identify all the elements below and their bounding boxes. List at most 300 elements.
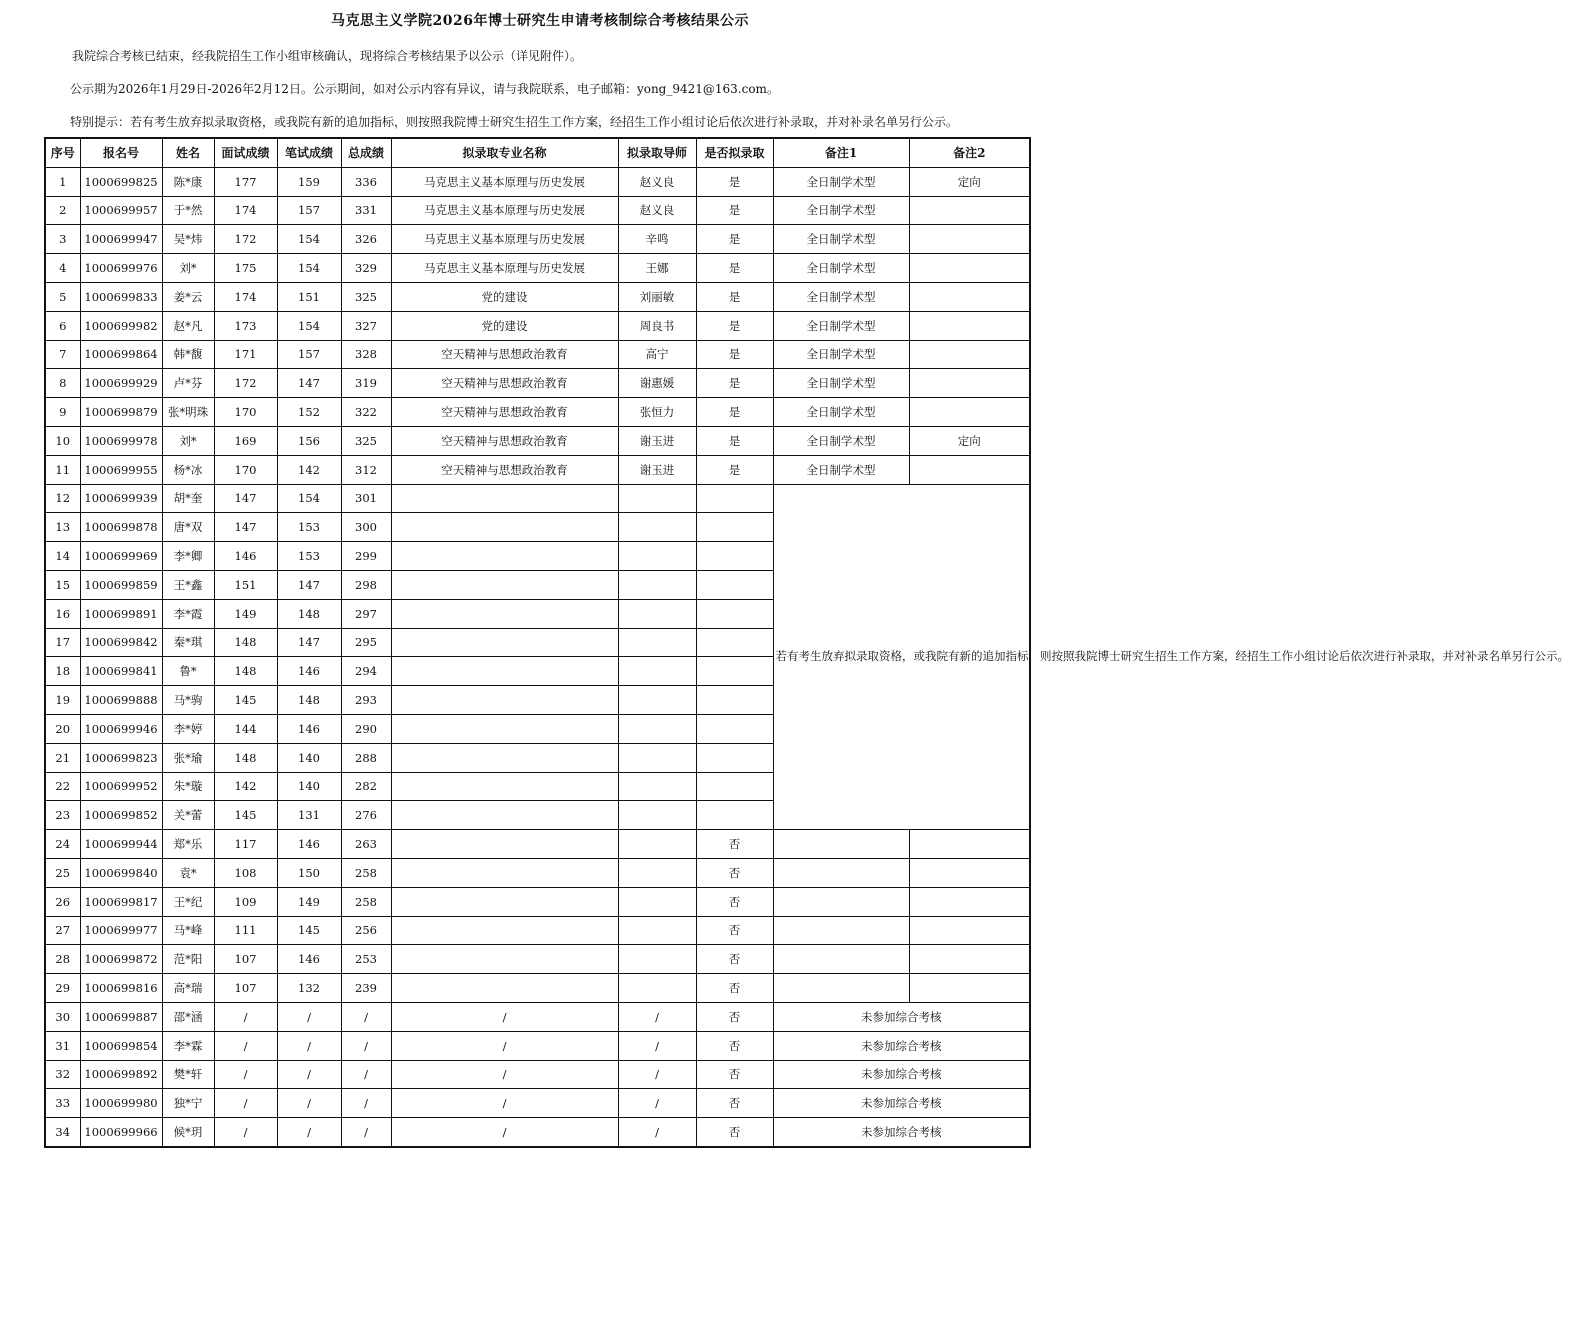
table-cell: 赵义良 — [618, 196, 696, 225]
table-cell: 1000699823 — [80, 743, 162, 772]
table-row — [45, 254, 1030, 283]
table-cell: 1000699966 — [80, 1118, 162, 1147]
table-cell: 空天精神与思想政治教育 — [391, 340, 618, 369]
column-header: 是否拟录取 — [696, 138, 773, 167]
table-cell: 150 — [277, 858, 341, 887]
table-cell — [391, 830, 618, 859]
table-cell — [696, 484, 773, 513]
table-cell: 马克思主义基本原理与历史发展 — [391, 167, 618, 196]
intro-paragraph: 我院综合考核已结束，经我院招生工作小组审核确认，现将综合考核结果予以公示（详见附件）。 — [72, 49, 583, 63]
table-cell: 是 — [696, 455, 773, 484]
table-cell: 否 — [696, 916, 773, 945]
table-cell — [391, 974, 618, 1003]
table-cell: 张*明珠 — [162, 398, 214, 427]
table-cell: 174 — [214, 282, 277, 311]
table-cell: / — [214, 1002, 277, 1031]
table-cell: 王娜 — [618, 254, 696, 283]
table-row — [45, 455, 1030, 484]
period-paragraph: 公示期为2026年1月29日-2026年2月12日。公示期间，如对公示内容有异议，请与我院联系，电子邮箱：yong_9421@163.com。 — [70, 82, 779, 96]
table-cell: 辛鸣 — [618, 225, 696, 254]
table-cell: 171 — [214, 340, 277, 369]
table-cell — [391, 743, 618, 772]
table-row — [45, 1089, 1030, 1118]
table-cell: 1000699833 — [80, 282, 162, 311]
table-cell: 唐*双 — [162, 513, 214, 542]
table-cell: 1000699841 — [80, 657, 162, 686]
table-cell: 325 — [341, 426, 391, 455]
notice-paragraph: 特别提示：若有考生放弃拟录取资格，或我院有新的追加指标，则按照我院博士研究生招生工作方案，经招生工作小组讨论后依次进行补录取，并对补录名单另行公示。 — [70, 115, 959, 129]
table-cell: 1000699864 — [80, 340, 162, 369]
table-cell: 145 — [277, 916, 341, 945]
table-cell: 33 — [45, 1089, 80, 1118]
table-cell — [618, 830, 696, 859]
table-cell: 谢玉进 — [618, 426, 696, 455]
table-cell: 146 — [214, 542, 277, 571]
table-cell: 1000699952 — [80, 772, 162, 801]
table-cell: 是 — [696, 225, 773, 254]
table-cell: 否 — [696, 1002, 773, 1031]
table-cell: 1000699939 — [80, 484, 162, 513]
table-cell: 293 — [341, 686, 391, 715]
table-cell: 312 — [341, 455, 391, 484]
results-table — [44, 137, 1569, 1148]
table-cell — [696, 714, 773, 743]
table-cell — [696, 686, 773, 715]
table-cell — [696, 657, 773, 686]
table-cell — [618, 628, 696, 657]
table-cell: 107 — [214, 945, 277, 974]
table-cell: 是 — [696, 167, 773, 196]
table-cell: 1000699878 — [80, 513, 162, 542]
table-cell: 定向 — [909, 426, 1030, 455]
table-cell — [909, 858, 1030, 887]
table-cell — [696, 542, 773, 571]
table-cell: 1000699825 — [80, 167, 162, 196]
table-cell: 148 — [214, 743, 277, 772]
table-cell — [696, 772, 773, 801]
table-cell: 18 — [45, 657, 80, 686]
table-cell — [391, 513, 618, 542]
table-cell: 全日制学术型 — [773, 167, 909, 196]
table-cell: 34 — [45, 1118, 80, 1147]
table-cell: 149 — [214, 599, 277, 628]
table-cell: 否 — [696, 945, 773, 974]
table-row — [45, 974, 1030, 1003]
table-cell: 336 — [341, 167, 391, 196]
table-cell: 152 — [277, 398, 341, 427]
table-cell — [391, 599, 618, 628]
table-row — [45, 225, 1030, 254]
table-cell: 331 — [341, 196, 391, 225]
table-cell: 1000699840 — [80, 858, 162, 887]
table-cell — [696, 599, 773, 628]
table-cell: / — [341, 1089, 391, 1118]
table-cell: 17 — [45, 628, 80, 657]
table-cell: 赵*凡 — [162, 311, 214, 340]
table-cell: / — [618, 1002, 696, 1031]
table-cell: 328 — [341, 340, 391, 369]
table-cell: 1 — [45, 167, 80, 196]
table-cell: 294 — [341, 657, 391, 686]
table-cell: 1000699976 — [80, 254, 162, 283]
absent-note: 未参加综合考核 — [773, 1089, 1030, 1118]
table-cell — [391, 858, 618, 887]
table-cell: 全日制学术型 — [773, 398, 909, 427]
table-cell: 175 — [214, 254, 277, 283]
table-cell: 1000699977 — [80, 916, 162, 945]
table-cell: 李*婷 — [162, 714, 214, 743]
table-cell: 2 — [45, 196, 80, 225]
table-cell: 297 — [341, 599, 391, 628]
table-cell: 172 — [214, 369, 277, 398]
table-cell: 卢*芬 — [162, 369, 214, 398]
table-cell — [773, 974, 909, 1003]
table-row — [45, 196, 1030, 225]
table-cell — [618, 484, 696, 513]
table-cell: / — [214, 1060, 277, 1089]
table-cell: 282 — [341, 772, 391, 801]
table-cell: / — [341, 1060, 391, 1089]
table-cell: 173 — [214, 311, 277, 340]
table-cell: 候*玥 — [162, 1118, 214, 1147]
table-cell — [391, 628, 618, 657]
table-cell: 148 — [214, 657, 277, 686]
table-cell: 韩*馥 — [162, 340, 214, 369]
table-cell: 131 — [277, 801, 341, 830]
table-cell: 153 — [277, 542, 341, 571]
table-cell: 全日制学术型 — [773, 254, 909, 283]
table-cell: 全日制学术型 — [773, 455, 909, 484]
table-cell: 胡*奎 — [162, 484, 214, 513]
table-cell: 147 — [277, 570, 341, 599]
table-cell: 陈*康 — [162, 167, 214, 196]
table-cell — [909, 398, 1030, 427]
table-cell — [391, 887, 618, 916]
table-cell: 156 — [277, 426, 341, 455]
table-cell: 146 — [277, 714, 341, 743]
table-row — [45, 945, 1030, 974]
table-cell: / — [618, 1118, 696, 1147]
table-cell: 否 — [696, 830, 773, 859]
table-row — [45, 887, 1030, 916]
table-cell — [909, 974, 1030, 1003]
table-cell: 147 — [214, 513, 277, 542]
table-cell: 否 — [696, 974, 773, 1003]
column-header: 备注2 — [909, 138, 1030, 167]
table-cell: 111 — [214, 916, 277, 945]
table-cell — [696, 513, 773, 542]
table-cell: 172 — [214, 225, 277, 254]
table-cell: 146 — [277, 657, 341, 686]
table-cell: 是 — [696, 254, 773, 283]
table-cell: 1000699888 — [80, 686, 162, 715]
table-cell: 147 — [214, 484, 277, 513]
table-cell: 147 — [277, 628, 341, 657]
table-cell: 邵*涵 — [162, 1002, 214, 1031]
table-cell: 15 — [45, 570, 80, 599]
table-cell: 288 — [341, 743, 391, 772]
table-cell: 12 — [45, 484, 80, 513]
table-cell: 9 — [45, 398, 80, 427]
table-row — [45, 916, 1030, 945]
table-cell: 11 — [45, 455, 80, 484]
table-cell: / — [277, 1118, 341, 1147]
table-cell: 30 — [45, 1002, 80, 1031]
table-cell: / — [214, 1118, 277, 1147]
table-cell — [391, 945, 618, 974]
table-cell: 147 — [277, 369, 341, 398]
table-cell: 325 — [341, 282, 391, 311]
table-cell: / — [618, 1060, 696, 1089]
table-cell: 高*瑞 — [162, 974, 214, 1003]
column-header: 拟录取专业名称 — [391, 138, 618, 167]
table-row — [45, 340, 1030, 369]
table-cell: 142 — [277, 455, 341, 484]
table-cell — [909, 945, 1030, 974]
table-cell: 1000699980 — [80, 1089, 162, 1118]
table-cell: 174 — [214, 196, 277, 225]
table-cell: / — [277, 1002, 341, 1031]
table-cell — [618, 945, 696, 974]
table-row — [45, 858, 1030, 887]
table-cell: 否 — [696, 1089, 773, 1118]
table-cell: / — [391, 1060, 618, 1089]
table-cell — [618, 974, 696, 1003]
table-cell: 张恒力 — [618, 398, 696, 427]
table-cell: 杨*冰 — [162, 455, 214, 484]
table-cell: 刘丽敏 — [618, 282, 696, 311]
table-cell — [618, 858, 696, 887]
table-cell: 是 — [696, 282, 773, 311]
table-cell — [909, 225, 1030, 254]
table-cell: 刘* — [162, 254, 214, 283]
table-cell: 327 — [341, 311, 391, 340]
table-cell: 10 — [45, 426, 80, 455]
table-cell: 姜*云 — [162, 282, 214, 311]
table-cell: 295 — [341, 628, 391, 657]
table-cell: 154 — [277, 254, 341, 283]
table-cell — [618, 743, 696, 772]
table-cell: 169 — [214, 426, 277, 455]
table-cell: 276 — [341, 801, 391, 830]
table-cell: 李*卿 — [162, 542, 214, 571]
table-cell: 7 — [45, 340, 80, 369]
table-row — [45, 311, 1030, 340]
table-cell: 王*纪 — [162, 887, 214, 916]
table-cell: 全日制学术型 — [773, 426, 909, 455]
table-cell: 是 — [696, 196, 773, 225]
table-cell — [618, 801, 696, 830]
table-cell: / — [391, 1002, 618, 1031]
column-header: 总成绩 — [341, 138, 391, 167]
table-cell — [618, 887, 696, 916]
table-cell: 1000699887 — [80, 1002, 162, 1031]
table-cell: 22 — [45, 772, 80, 801]
table-cell: 空天精神与思想政治教育 — [391, 369, 618, 398]
table-cell: 全日制学术型 — [773, 311, 909, 340]
table-cell: 6 — [45, 311, 80, 340]
table-cell — [909, 196, 1030, 225]
page-title: 马克思主义学院2026年博士研究生申请考核制综合考核结果公示 — [331, 13, 749, 29]
table-cell: 154 — [277, 311, 341, 340]
table-cell: 1000699842 — [80, 628, 162, 657]
table-cell — [618, 570, 696, 599]
table-cell: 144 — [214, 714, 277, 743]
table-cell — [909, 916, 1030, 945]
table-cell — [909, 311, 1030, 340]
table-cell — [618, 657, 696, 686]
table-cell: 否 — [696, 858, 773, 887]
table-cell: 是 — [696, 311, 773, 340]
table-cell: 19 — [45, 686, 80, 715]
table-cell: 151 — [277, 282, 341, 311]
table-row — [45, 1031, 1030, 1060]
table-cell: 8 — [45, 369, 80, 398]
table-row — [45, 369, 1030, 398]
table-cell: 170 — [214, 398, 277, 427]
table-cell: 1000699879 — [80, 398, 162, 427]
table-cell: 32 — [45, 1060, 80, 1089]
table-cell: 樊*轩 — [162, 1060, 214, 1089]
table-cell: 关*蕾 — [162, 801, 214, 830]
table-cell: 1000699957 — [80, 196, 162, 225]
table-cell: / — [341, 1031, 391, 1060]
table-cell: 党的建设 — [391, 282, 618, 311]
table-cell: 299 — [341, 542, 391, 571]
column-header: 笔试成绩 — [277, 138, 341, 167]
table-cell — [618, 599, 696, 628]
table-row — [45, 398, 1030, 427]
table-cell — [696, 743, 773, 772]
table-cell: 151 — [214, 570, 277, 599]
table-cell: 322 — [341, 398, 391, 427]
table-cell — [391, 570, 618, 599]
table-cell: 于*然 — [162, 196, 214, 225]
table-row — [45, 1118, 1030, 1147]
table-cell: 马克思主义基本原理与历史发展 — [391, 225, 618, 254]
table-cell: 23 — [45, 801, 80, 830]
table-cell: 高宁 — [618, 340, 696, 369]
table-cell: 马克思主义基本原理与历史发展 — [391, 254, 618, 283]
table-cell: 1000699955 — [80, 455, 162, 484]
absent-note: 未参加综合考核 — [773, 1118, 1030, 1147]
table-cell: / — [277, 1060, 341, 1089]
table-cell: / — [391, 1089, 618, 1118]
reserve-note: 若有考生放弃拟录取资格，或我院有新的追加指标，则按照我院博士研究生招生工作方案，经招生工作小组讨论后依次进行补录取，并对补录名单另行公示。 — [773, 484, 1030, 830]
table-cell: 140 — [277, 772, 341, 801]
table-cell: 26 — [45, 887, 80, 916]
table-cell: 145 — [214, 686, 277, 715]
table-cell — [696, 570, 773, 599]
table-cell: 149 — [277, 887, 341, 916]
table-cell: 253 — [341, 945, 391, 974]
table-cell: 1000699852 — [80, 801, 162, 830]
table-cell: 170 — [214, 455, 277, 484]
table-row — [45, 484, 1030, 513]
table-cell: 21 — [45, 743, 80, 772]
table-cell — [391, 542, 618, 571]
table-cell — [909, 340, 1030, 369]
table-cell: 319 — [341, 369, 391, 398]
table-cell: 是 — [696, 340, 773, 369]
table-cell: / — [618, 1031, 696, 1060]
table-cell: 全日制学术型 — [773, 369, 909, 398]
table-cell: 24 — [45, 830, 80, 859]
table-cell: 1000699854 — [80, 1031, 162, 1060]
table-cell: 154 — [277, 225, 341, 254]
table-cell: 27 — [45, 916, 80, 945]
table-cell: 张*瑜 — [162, 743, 214, 772]
table-cell: 否 — [696, 887, 773, 916]
table-cell: 1000699817 — [80, 887, 162, 916]
table-cell: 142 — [214, 772, 277, 801]
table-cell: / — [341, 1118, 391, 1147]
table-cell: 1000699892 — [80, 1060, 162, 1089]
table-cell: 329 — [341, 254, 391, 283]
table-cell — [618, 772, 696, 801]
column-header: 姓名 — [162, 138, 214, 167]
table-cell: 王*鑫 — [162, 570, 214, 599]
table-cell: 326 — [341, 225, 391, 254]
table-cell: 145 — [214, 801, 277, 830]
table-cell: 谢惠媛 — [618, 369, 696, 398]
table-cell: 全日制学术型 — [773, 340, 909, 369]
table-cell: 鲁* — [162, 657, 214, 686]
table-cell: 1000699872 — [80, 945, 162, 974]
table-cell: 1000699946 — [80, 714, 162, 743]
table-cell: 154 — [277, 484, 341, 513]
table-cell: 独*宁 — [162, 1089, 214, 1118]
table-cell: 177 — [214, 167, 277, 196]
table-cell: 1000699978 — [80, 426, 162, 455]
table-cell: 朱*璇 — [162, 772, 214, 801]
table-cell: 157 — [277, 196, 341, 225]
table-cell: 刘* — [162, 426, 214, 455]
table-cell: 29 — [45, 974, 80, 1003]
column-header: 面试成绩 — [214, 138, 277, 167]
table-cell: 107 — [214, 974, 277, 1003]
table-cell: / — [214, 1089, 277, 1118]
table-cell: 148 — [214, 628, 277, 657]
absent-note: 未参加综合考核 — [773, 1060, 1030, 1089]
table-cell: 李*霞 — [162, 599, 214, 628]
table-cell: 148 — [277, 686, 341, 715]
table-cell: / — [277, 1031, 341, 1060]
table-cell: 25 — [45, 858, 80, 887]
table-row — [45, 282, 1030, 311]
table-cell — [618, 686, 696, 715]
table-cell — [773, 945, 909, 974]
table-cell: 263 — [341, 830, 391, 859]
table-cell: 空天精神与思想政治教育 — [391, 398, 618, 427]
table-cell: 4 — [45, 254, 80, 283]
table-cell: 1000699969 — [80, 542, 162, 571]
column-header: 序号 — [45, 138, 80, 167]
table-cell: 是 — [696, 426, 773, 455]
table-cell: 1000699891 — [80, 599, 162, 628]
table-row — [45, 426, 1030, 455]
table-cell: 28 — [45, 945, 80, 974]
table-cell: 定向 — [909, 167, 1030, 196]
table-cell: 109 — [214, 887, 277, 916]
table-cell — [696, 628, 773, 657]
table-cell — [391, 484, 618, 513]
table-cell: 301 — [341, 484, 391, 513]
table-cell: 周良书 — [618, 311, 696, 340]
table-cell: 31 — [45, 1031, 80, 1060]
table-cell: 159 — [277, 167, 341, 196]
table-cell: 全日制学术型 — [773, 196, 909, 225]
